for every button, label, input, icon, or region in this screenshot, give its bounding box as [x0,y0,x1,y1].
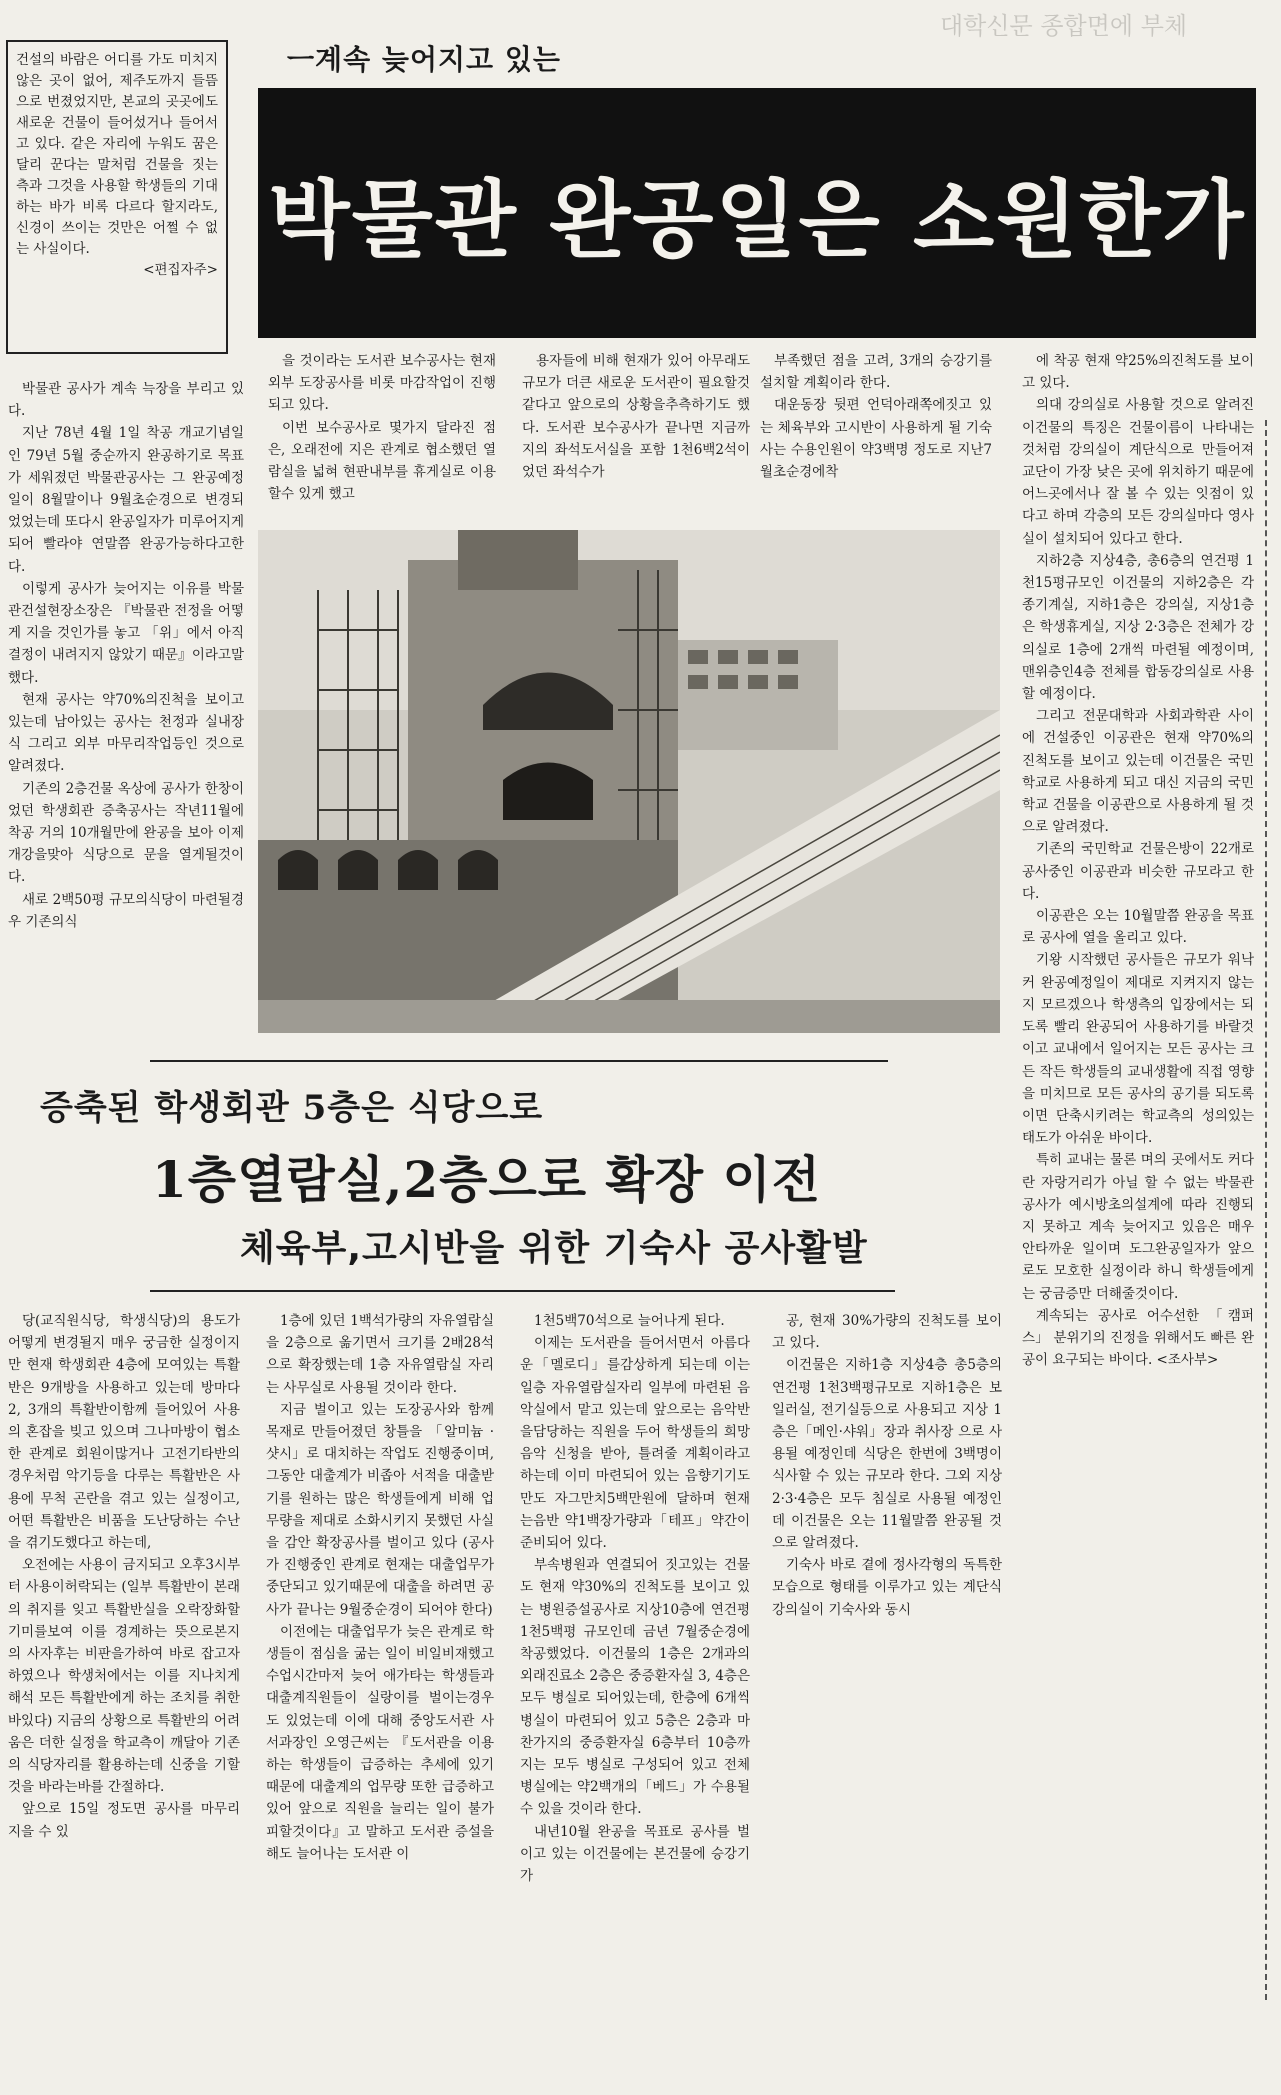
headline-kicker: ㅡ계속 늦어지고 있는 [287,43,561,76]
article1-column-4 [760,350,992,522]
paragraph: 기존의 국민학교 건물은방이 22개로 공사중인 이공관과 비슷한 규모라고 한다. [1022,841,1254,902]
main-headline-box [258,88,1256,338]
paragraph: 당(교직원식당, 학생식당)의 용도가 어떻게 변경될지 매우 궁금한 실정이지만 현재 학생회관 4층에 모여있는 특활반은 9개방을 사용하고 있는데 방마다 2, 3개의 특활반이함께 들어있어 사용의 혼잡을 빚고 있으며 그나마방이 협소한 관계로 회원이많거나 고전기타반의 경우처럼 악기등을 다루는 특활반은 사용에 무척 곤란을 겪고 있는 실정이고, 어떤 특활반은 비품을 도난당하는 수난을 겪기도했다고 하는데, [8,1313,240,1552]
paragraph: 특히 교내는 물론 며의 곳에서도 커다란 자랑거리가 아닐 할 수 없는 박물관 공사가 예시방초의설계에 따라 진행되지 못하고 계속 늦어지고 있음은 매우 안타까운 일이며 도그완공일자가 앞으로도 모호한 실정이라 하니 학생들에게는 궁금증만 더해줄것이다. [1022,1152,1254,1302]
paragraph: 이건물은 지하1층 지상4층 총5층의 연건평 1천3백평규모로 지하1층은 보일러실, 전기실등으로 사용되고 지상 1층은「메인·샤워」장과 취사장 으로 사용될 예정인데 식당은 한번에 3백명이 식사할 수 있는 규모라 한다. 그외 지상2·3·4층은 모두 침실로 사용될 예정인데 이건물은 오는 11월말쯤 완공될 것으로 알려졌다. [772,1357,1002,1552]
paragraph: 1천5백70석으로 늘어나게 된다. [534,1313,725,1329]
paragraph: 이제는 도서관을 들어서면서 아름다운「멜로디」를감상하게 되는데 이는 일층 자유열람실자리 일부에 마련된 음악실에서 맡고 있는데 앞으로는 음악반을담당하는 직원을 두어 학생들의 희망음악 신청을 받아, 틀려줄 계획이라고 하는데 이미 마련되어 있는 음향기기도 만도 자그만치5백만원에 달하며 현재는음반 약1백장가량과「테프」약간이 준비되어 있다. [520,1335,750,1552]
paragraph: 박물관 공사가 계속 늑장을 부리고 있다. [8,381,244,420]
subhead-top-rule [150,1060,888,1062]
paragraph: 새로 2백50평 규모의식당이 마련될경우 기존의식 [8,891,244,930]
right-edge-dashed-separator [1265,420,1267,2000]
article1-column-5 [1022,350,1254,2080]
subhead-line-2: 1층열람실,2층으로 확장 이전 [152,1150,822,1209]
article1-column-2 [268,350,496,522]
paragraph: 기왕 시작했던 공사들은 규모가 워낙 커 완공예정일이 제대로 지켜지지 않는지 모르겠으나 학생측의 입장에서는 되도록 빨리 완공되어 사용하기를 바랄것이고 교내에서 일어지는 모든 공사는 크든 작든 학생들의 교내생활에 직접 영향을 미치므로 모든 공사의 공기를 되도록이면 단축시키려는 학교측의 성의있는 태도가 아쉬운 바이다. [1022,952,1254,1147]
paragraph: 1층에 있던 1백석가량의 자유열람실을 2층으로 옮기면서 크기를 2배28석으로 확장했는데 1층 자유열람실 자리는 사무실로 사용될 것이라 한다. [266,1313,494,1396]
paragraph: 지하2층 지상4층, 총6층의 연건평 1천15평규모인 이건물의 지하2층은 각종기계실, 지하1층은 강의실, 지상1층은 학생휴게실, 지상 2·3층은 전체가 강의실로 1층에 2개씩 마련될 예정이며, 맨위층인4층 전체를 합동강의실로 사용할 예정이다. [1022,552,1254,703]
subhead-line-3: 체육부,고시반을 위한 기숙사 공사활발 [240,1228,868,1269]
paragraph: 부속병원과 연결되어 짓고있는 건물도 현재 약30%의 진척도를 보이고 있는 병원증설공사로 지상10층에 연건평 1천5백평 규모인데 금년 7월중순경에 착공했었다. 이건물의 1층은 2개과의 외래진료소 2층은 중증환자실 3, 4층은 모두 병실로 되어있는데, 한층에 6개씩 병실이 마련되어 있고 5층은 2층과 마찬가지의 중증환자실 6층부터 10층까지는 모두 병실로 구성되어 있고 전체 병실에는 약2백개의「베드」가 수용될수 있을 것이라 한다. [520,1557,750,1818]
paragraph: 지금 벌이고 있는 도장공사와 함께 목재로 만들어졌던 창틀을 「알미늄 ·샷시」로 대치하는 작업도 진행중이며, 그동안 대출계가 비좁아 서적을 대출받기를 원하는 많은 학생들에게 비해 업무량을 제대로 소화시키지 못했던 사실을 감안 확장공사를 벌이고 있다 (공사가 진행중인 관계로 현재는 대출업무가 중단되고 있기때문에 대출을 하려면 공사가 끝나는 9월중순경이 되어야 한다) [266,1401,494,1618]
paragraph: 이렇게 공사가 늦어지는 이유를 박물관건설현장소장은 『박물관 전정을 어떻게 지을 것인가를 놓고 「위」에서 아직 결정이 내려지지 않았기 때문』이라고말했다. [8,580,244,686]
paragraph: 기숙사 바로 곁에 정사각형의 독특한 모습으로 형태를 이루가고 있는 계단식강의실이 기숙사와 동시 [772,1557,1002,1618]
paragraph: 대운동장 뒷편 언덕아래쪽에짓고 있는 체육부와 고시반이 사용하게 될 기숙사는 수용인원이 약3백명 정도로 지난7월초순경에착 [760,397,992,481]
paragraph: 앞으로 15일 정도면 공사를 마무리 지을 수 있 [8,1801,240,1840]
article1-column-1 [8,378,244,1033]
museum-construction-illustration [258,530,1000,1033]
subhead-bottom-rule [150,1290,895,1292]
paragraph: 공, 현재 30%가량의 진척도를 보이고 있다. [772,1313,1002,1352]
paragraph: 그리고 전문대학과 사회과학관 사이에 건설중인 이공관은 현재 약70%의 진척도를 보이고 있는데 이건물은 국민학교로 사용하게 되고 대신 지금의 국민학교 건물을 이공관으로 사용하게 될 것으로 알려졌다. [1022,708,1254,836]
paragraph: 부족했던 점을 고려, 3개의 승강기를 설치할 계획이라 한다. [760,353,992,392]
article2-column-1 [8,1310,240,2080]
paragraph: 이공관은 오는 10월말쯤 완공을 목표로 공사에 열을 올리고 있다. [1022,908,1254,947]
paragraph: 용자들에 비해 현재가 있어 아무래도 규모가 더큰 새로운 도서관이 필요할것 같다고 앞으로의 상황을추측하기도 했다. 도서관 보수공사가 끝나면 지금까지의 좌석도서실을 포함 1천6백2석이었던 좌석수가 [522,353,750,481]
article2-column-2 [266,1310,494,2080]
paragraph: 에 착공 현재 약25%의진척도를 보이고 있다. [1022,353,1254,392]
construction-photo [258,530,1000,1033]
paragraph: 이전에는 대출업무가 늦은 관계로 학생들이 점심을 굶는 일이 비일비재했고 수업시간마저 늦어 애가타는 학생들과 대출계직원들이 실랑이를 벌이는경우도 있었는데 이에 대해 중앙도서관 사서과장인 오영근씨는 『도서관을 이용하는 학생들이 급증하는 추세에 있기 때문에 대출계의 업무량 또한 급증하고 있어 앞으로 직원을 늘리는 일이 불가피할것이다』고 말하고 도서관 증설을 해도 늘어나는 도서관 이 [266,1623,494,1862]
paragraph: 을 것이라는 도서관 보수공사는 현재 외부 도장공사를 비롯 마감작업이 진행되고 있다. [268,353,496,414]
subhead-line-1: 증축된 학생회관 5층은 식당으로 [40,1088,544,1128]
paragraph: 지난 78년 4월 1일 착공 개교기념일인 79년 5월 중순까지 완공하기로 목표가 세워졌던 박물관공사는 그 완공예정일이 8월말이나 9월초순경으로 변경되었었는데 또다시 완공일자가 미루어지게 되어 빨라야 연말쯤 완공가능하다고한다. [8,425,244,575]
paragraph: 내년10월 완공을 목표로 공사를 벌이고 있는 이건물에는 본건물에 승강기가 [520,1823,750,1885]
editor-note-box [6,40,228,354]
paragraph: 기존의 2층건물 옥상에 공사가 한창이었던 학생회관 증축공사는 작년11월에 착공 거의 10개월만에 완공을 보아 이제 개강을맞아 식당으로 문을 열게될것이다. [8,780,244,886]
article2-column-3 [520,1310,750,2080]
editor-note-credit: <편집자주> [143,262,218,278]
article2-column-4 [772,1310,1002,1850]
paragraph: 오전에는 사용이 금지되고 오후3시부터 사용이허락되는 (일부 특활반이 본래의 취지를 잊고 특활반실을 오락장화할 기미를보여 이를 경계하는 뜻으로본지의 사자후는 비판을가하여 바로 잡고자 하였으나 학생처에서는 이를 지나치게 해석 모든 특활반에게 하는 조치를 취한바있다) 지금의 상황으로 특활반의 어려움은 더한 실정을 학교측이 깨달아 기존의 식당자리를 활용하는데 신중을 기할것을 바라는바를 간절하다. [8,1557,240,1796]
paragraph: 계속되는 공사로 어수선한 「캠퍼스」 분위기의 진정을 위해서도 빠른 완공이 요구되는 바이다. <조사부> [1022,1307,1254,1369]
article1-column-3 [522,350,750,522]
paragraph: 현재 공사는 약70%의진척을 보이고 있는데 남아있는 공사는 천정과 실내장식 그리고 외부 마무리작업등인 것으로알려졌다. [8,691,244,775]
main-headline: 박물관 완공일은 소원한가 [268,170,1246,269]
paragraph: 이번 보수공사로 몇가지 달라진 점은, 오래전에 지은 관계로 협소했던 열람실을 넓혀 현판내부를 휴게실로 이용할수 있게 했고 [268,419,496,503]
editor-note-text: 건설의 바람은 어디를 가도 미치지 않은 곳이 없어, 제주도까지 들뜸으로 번졌었지만, 본교의 곳곳에도 새로운 건물이 들어섰거나 들어서고 있다. 같은 자리에 누워도 꿈은 달리 꾼다는 말처럼 건물을 짓는 측과 그것을 사용할 학생들의 기대하는 바가 비록 다르다 할지라도, 신경이 쓰이는 것만은 어쩔 수 없는 사실이다. [16,52,218,257]
paragraph: 의대 강의실로 사용할 것으로 알려진 이건물의 특징은 건물이름이 나타내는것처럼 강의실이 계단식으로 만들어져 교단이 가장 낮은 곳에 위치하기 때문에 어느곳에서나 잘 볼 수 있는 잇점이 있다고 하며 각층의 모든 강의실마다 영사실이 설치되어 있다고 한다. [1022,397,1254,547]
faded-bleed-through-text: 대학신문 종합면에 부체 [940,12,1188,40]
